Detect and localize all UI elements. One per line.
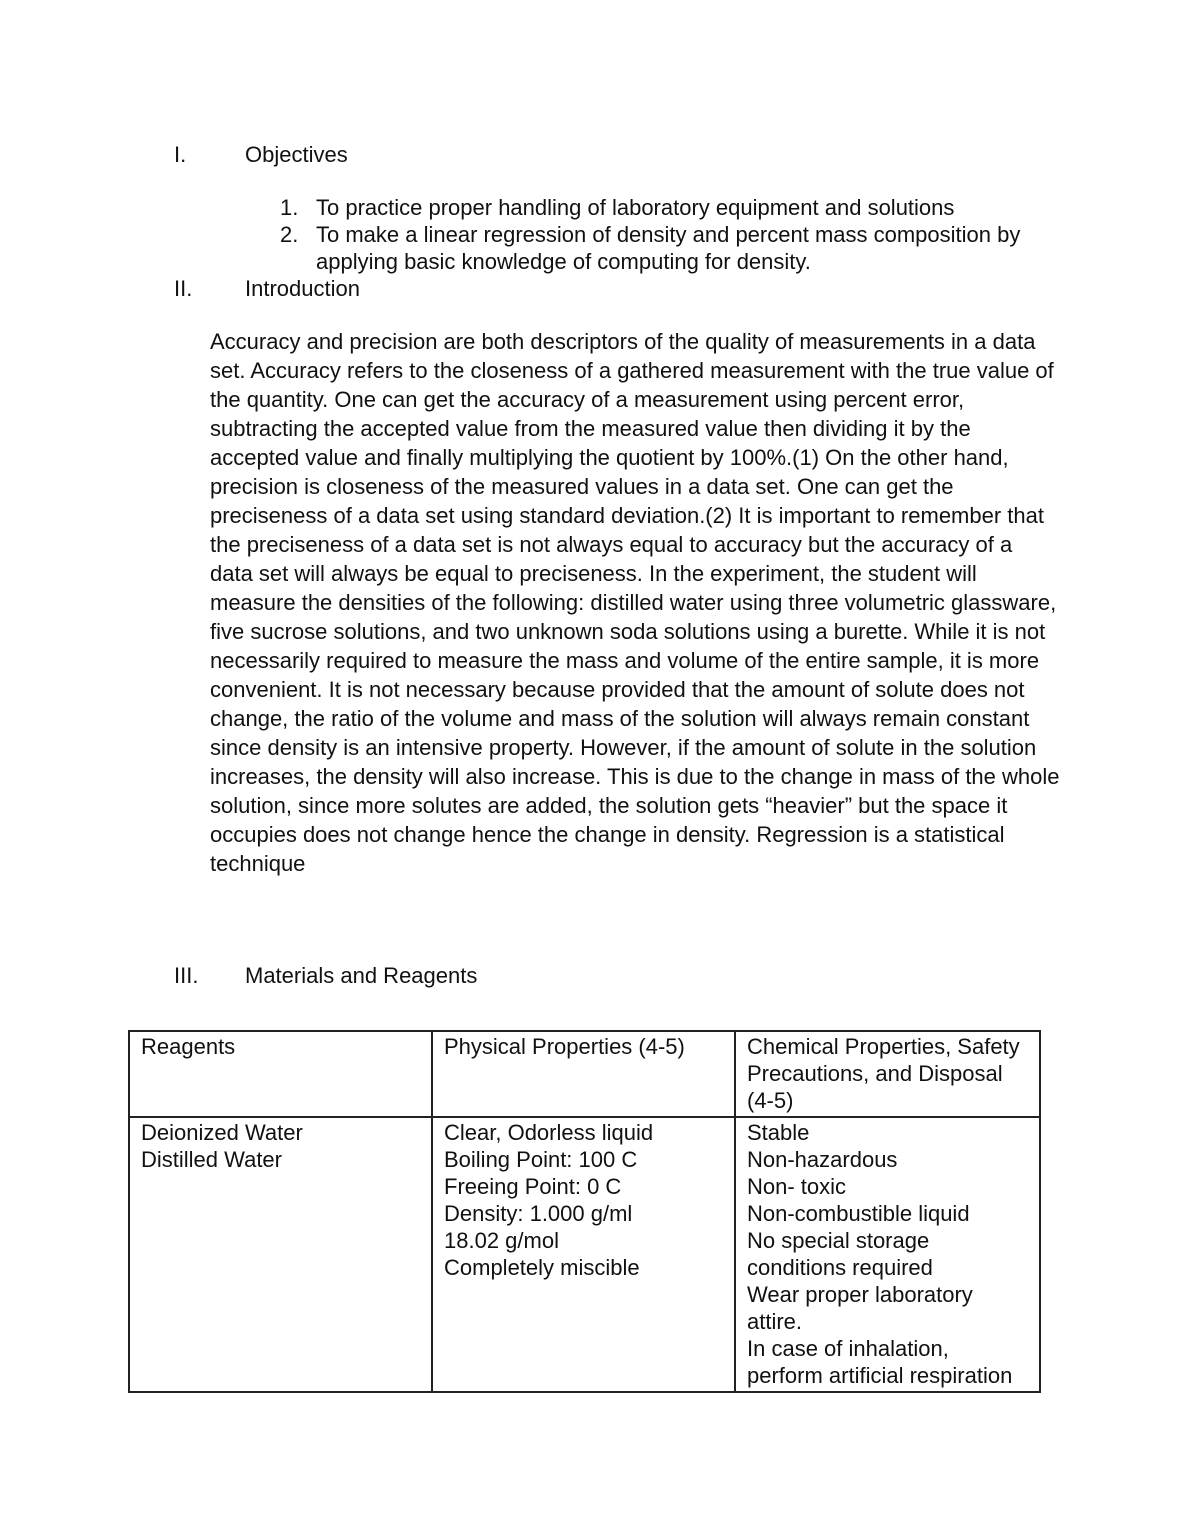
header-cell-physical: Physical Properties (4-5) bbox=[432, 1031, 735, 1117]
section-title: Materials and Reagents bbox=[245, 963, 478, 988]
introduction-paragraph: Accuracy and precision are both descriptors of the quality of measurements in a data set. Accuracy refers to the closeness of a gathered measurement with the true value of the quantity. One can get the accuracy of a measurement using percent error, subtracting the accepted value from the measured value then dividing it by the accepted value and finally multiplying the quotient by 100%.(1) On the other hand, precision is closeness of the measured values in a data set. One can get the preciseness of a data set using standard deviation.(2) It is important to remember that the preciseness of a data set is not always equal to accuracy but the accuracy of a data set will always be equal to preciseness. In the experiment, the student will measure the densities of the following: distilled water using three volumetric glassware, five sucrose solutions, and two unknown soda solutions using a burette. While it is not necessarily required to measure the mass and volume of the entire sample, it is more convenient. It is not necessary because provided that the amount of solute does not change, the ratio of the volume and mass of the solution will always remain constant since density is an intensive property. However, if the amount of solute in the solution increases, the density will also increase. This is due to the change in mass of the whole solution, since more solutes are added, the solution gets “heavier” but the space it occupies does not change hence the change in density. Regression is a statistical technique bbox=[210, 329, 1060, 876]
cell-chemical bbox=[735, 1117, 1040, 1392]
cell-line: Boiling Point: 100 C bbox=[444, 1147, 638, 1172]
section-title: Introduction bbox=[245, 276, 360, 301]
cell-line: Stable bbox=[747, 1120, 810, 1145]
cell-line: Density: 1.000 g/ml bbox=[444, 1201, 633, 1226]
cell-line: Distilled Water bbox=[141, 1147, 282, 1172]
objective-text: To practice proper handling of laboratory equipment and solutions bbox=[316, 195, 955, 220]
cell-line: Non-combustible liquid bbox=[747, 1201, 970, 1226]
header-cell-chemical: Chemical Properties, Safety Precautions, and Disposal (4-5) bbox=[735, 1031, 1040, 1117]
cell-line: Clear, Odorless liquid bbox=[444, 1120, 654, 1145]
cell-line: Freeing Point: 0 C bbox=[444, 1174, 622, 1199]
list-item bbox=[270, 194, 1050, 221]
section-title: Objectives bbox=[245, 142, 348, 167]
section-heading-materials bbox=[174, 962, 477, 989]
objective-text: To make a linear regression of density and percent mass composition by applying basic knowledge of computing for density. bbox=[316, 222, 1021, 274]
cell-line: Non-hazardous bbox=[747, 1147, 898, 1172]
section-heading-objectives bbox=[174, 141, 348, 168]
header-cell-reagents: Reagents bbox=[129, 1031, 432, 1117]
cell-reagents bbox=[129, 1117, 432, 1392]
cell-text: In case of inhalation, perform artificial respiration bbox=[747, 1336, 1013, 1388]
cell-line: Deionized Water bbox=[141, 1120, 303, 1145]
list-marker: 1. bbox=[280, 195, 299, 220]
list-item bbox=[270, 221, 1050, 275]
cell-line: Completely miscible bbox=[444, 1255, 640, 1280]
list-marker: 2. bbox=[280, 222, 299, 247]
cell-text: Wear proper laboratory attire. bbox=[747, 1282, 973, 1334]
section-numeral: I. bbox=[174, 142, 187, 167]
cell-line: 18.02 g/mol bbox=[444, 1228, 559, 1253]
section-heading-introduction bbox=[174, 275, 360, 302]
section-numeral: III. bbox=[174, 963, 199, 988]
table-row bbox=[129, 1117, 1040, 1392]
cell-line: Non- toxic bbox=[747, 1174, 847, 1199]
materials-table bbox=[128, 1030, 1041, 1393]
cell-text: No special storage conditions required bbox=[747, 1228, 933, 1280]
cell-physical bbox=[432, 1117, 735, 1392]
objectives-list bbox=[270, 194, 1050, 275]
table-header-row bbox=[129, 1031, 1040, 1117]
section-numeral: II. bbox=[174, 276, 193, 301]
